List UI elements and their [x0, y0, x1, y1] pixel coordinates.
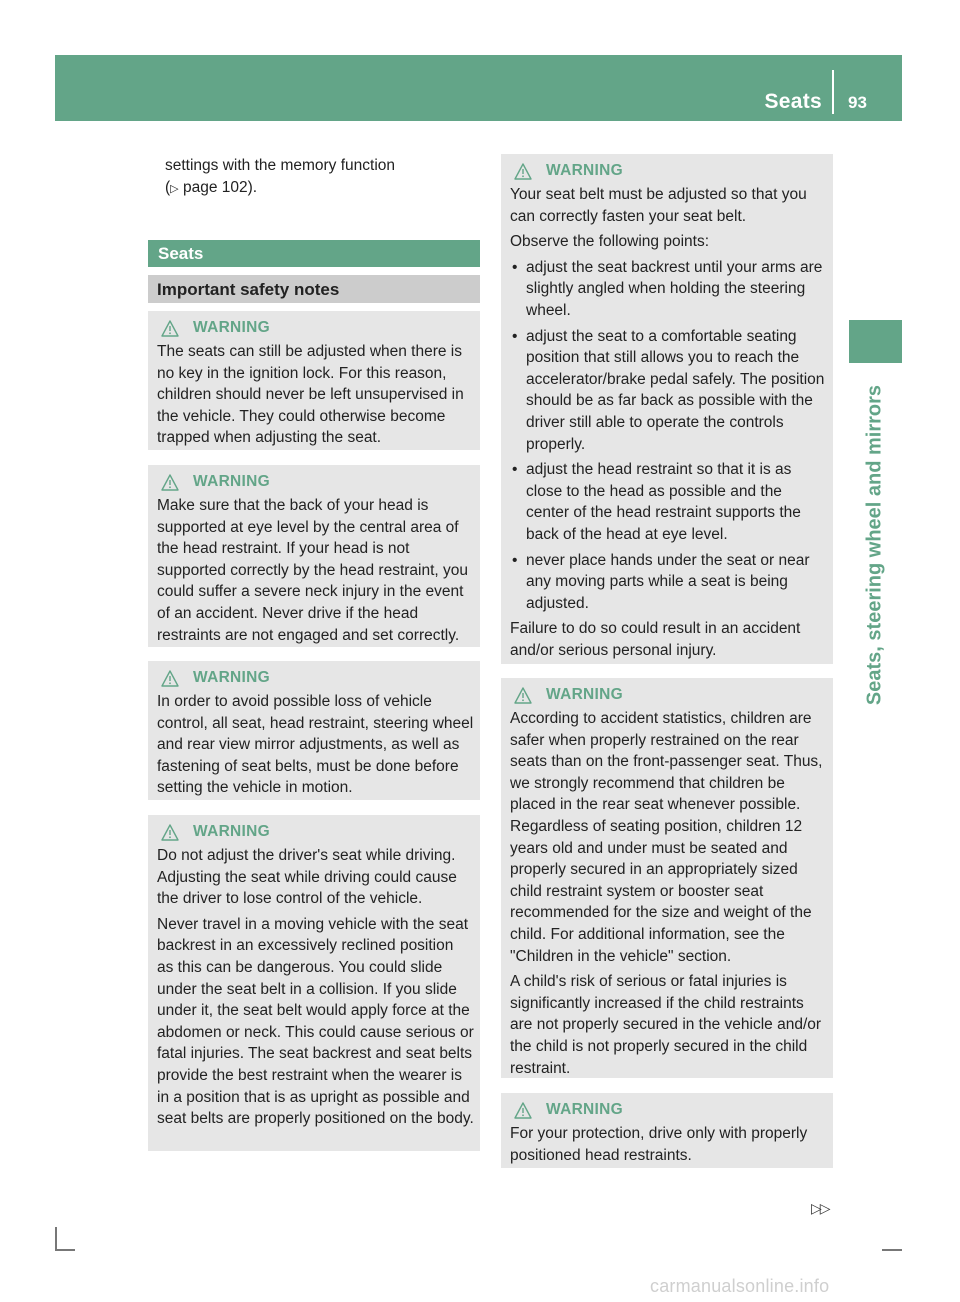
- warning-box: [501, 678, 833, 1078]
- crop-mark: [55, 1227, 57, 1251]
- warning-paragraph: Make sure that the back of your head is supported at eye level by the central area of the head restraint. If your head is not supported correctly by the head restraint, you could suffer a severe neck injury in the event of an accident. Never drive if the head restraints are not engaged and set correctly.: [157, 497, 469, 644]
- warning-label: WARNING: [193, 823, 271, 841]
- list-item: • adjust the head restraint so that it is as close to the head as possible and the center of the head restraint supports the back of the head at eye level.: [510, 459, 827, 545]
- crop-mark: [882, 1249, 902, 1251]
- list-item: • never place hands under the seat or near any moving parts while a seat is being adjusted.: [510, 550, 827, 615]
- warning-box: [148, 815, 480, 1151]
- list-item: • adjust the seat backrest until your arms are slightly angled when holding the steering wheel.: [510, 257, 827, 322]
- warning-paragraph: Failure to do so could result in an accident and/or serious personal injury.: [510, 620, 801, 659]
- warning-header: [510, 1099, 827, 1121]
- watermark: carmanualsonline.info: [650, 1276, 830, 1296]
- page-ref-arrow-icon: ▷: [170, 182, 179, 195]
- warning-paragraph: The seats can still be adjusted when there is no key in the ignition lock. For this reason, children should never be left unsupervised in the vehicle. They could otherwise become trapped when adjusting the seat.: [157, 343, 464, 447]
- warning-label: WARNING: [546, 686, 624, 704]
- warning-header: [510, 160, 827, 182]
- chapter-tab-marker: [849, 320, 902, 363]
- warning-triangle-icon: [514, 163, 532, 180]
- warning-header: [510, 684, 827, 706]
- list-item: • adjust the seat to a comfortable seating position that still allows you to reach the accelerator/brake pedal safely. The position should be as far back as possible with the driver still able to operate the controls properly.: [510, 326, 827, 456]
- warning-paragraph: For your protection, drive only with properly positioned head restraints.: [510, 1125, 808, 1164]
- warning-header: [157, 667, 474, 689]
- subsection-title: Important safety notes: [157, 280, 340, 299]
- warning-box: [148, 465, 480, 647]
- warning-label: WARNING: [193, 319, 271, 337]
- warning-paragraph: In order to avoid possible loss of vehicle control, all seat, head restraint, steering wheel and rear view mirror adjustments, as well as fastening of seat belts, must be done before setting the vehicle in motion.: [157, 693, 474, 797]
- intro-line: settings with the memory function: [165, 157, 396, 174]
- warning-triangle-icon: [161, 320, 179, 337]
- intro-text: settings with the memory function (▷ page 102).: [165, 157, 396, 196]
- warning-header: [157, 317, 474, 339]
- warning-label: WARNING: [546, 1101, 624, 1119]
- page-number: 93: [848, 93, 867, 112]
- warning-paragraph: Your seat belt must be adjusted so that you can correctly fasten your seat belt.: [510, 186, 807, 225]
- warning-box: [501, 1093, 833, 1168]
- warning-triangle-icon: [161, 824, 179, 841]
- crop-mark: [55, 1249, 75, 1251]
- warning-paragraph: According to accident statistics, children are safer when properly restrained on the rear seats than on the front-passenger seat. Thus, we strongly recommend that children be placed in the rear seat whenever possible. Regardless of seating position, children 12 years old and under must be seated and properly secured in an appropriately sized child restraint system or booster seat recommended for the size and weight of the child. For additional information, see the "Children in the vehicle" section.: [510, 710, 823, 965]
- warning-box: [501, 154, 833, 664]
- warning-lead: Observe the following points:: [510, 233, 710, 251]
- warning-paragraph: Never travel in a moving vehicle with the seat backrest in an excessively reclined position as this can be dangerous. You could slide under the seat belt in a collision. If you slide under it, the seat belt would apply force at the abdomen or neck. This could cause serious or fatal injuries. The seat backrest and seat belts provide the best restraint when the wearer is in a position that is as upright as possible and seat belts are properly positioned on the body.: [157, 915, 474, 1128]
- warning-triangle-icon: [161, 670, 179, 687]
- warning-bullet-list: [510, 257, 827, 615]
- warning-header: [157, 471, 474, 493]
- warning-triangle-icon: [514, 1102, 532, 1119]
- warning-label: WARNING: [193, 669, 271, 687]
- page-title: Seats: [764, 90, 822, 113]
- warning-label: WARNING: [193, 473, 271, 491]
- warning-paragraph: A child's risk of serious or fatal injuries is significantly increased if the child restraints are not properly secured in the vehicle and/or the child is not properly secured in the child restraint.: [510, 973, 822, 1077]
- section-title: Seats: [158, 244, 204, 263]
- warning-triangle-icon: [161, 474, 179, 491]
- continue-arrows-icon: ▷▷: [811, 1200, 829, 1216]
- warning-label: WARNING: [546, 162, 624, 180]
- chapter-tab-label: Seats, steering wheel and mirrors: [863, 384, 886, 706]
- warning-header: [157, 821, 474, 843]
- warning-box: [148, 311, 480, 450]
- page-reference-link[interactable]: page 102).: [182, 178, 258, 196]
- header-divider: [832, 70, 834, 114]
- warning-triangle-icon: [514, 687, 532, 704]
- warning-box: [148, 661, 480, 800]
- warning-paragraph: Do not adjust the driver's seat while driving. Adjusting the seat while driving could cause the driver to lose control of the vehicle.: [157, 847, 457, 908]
